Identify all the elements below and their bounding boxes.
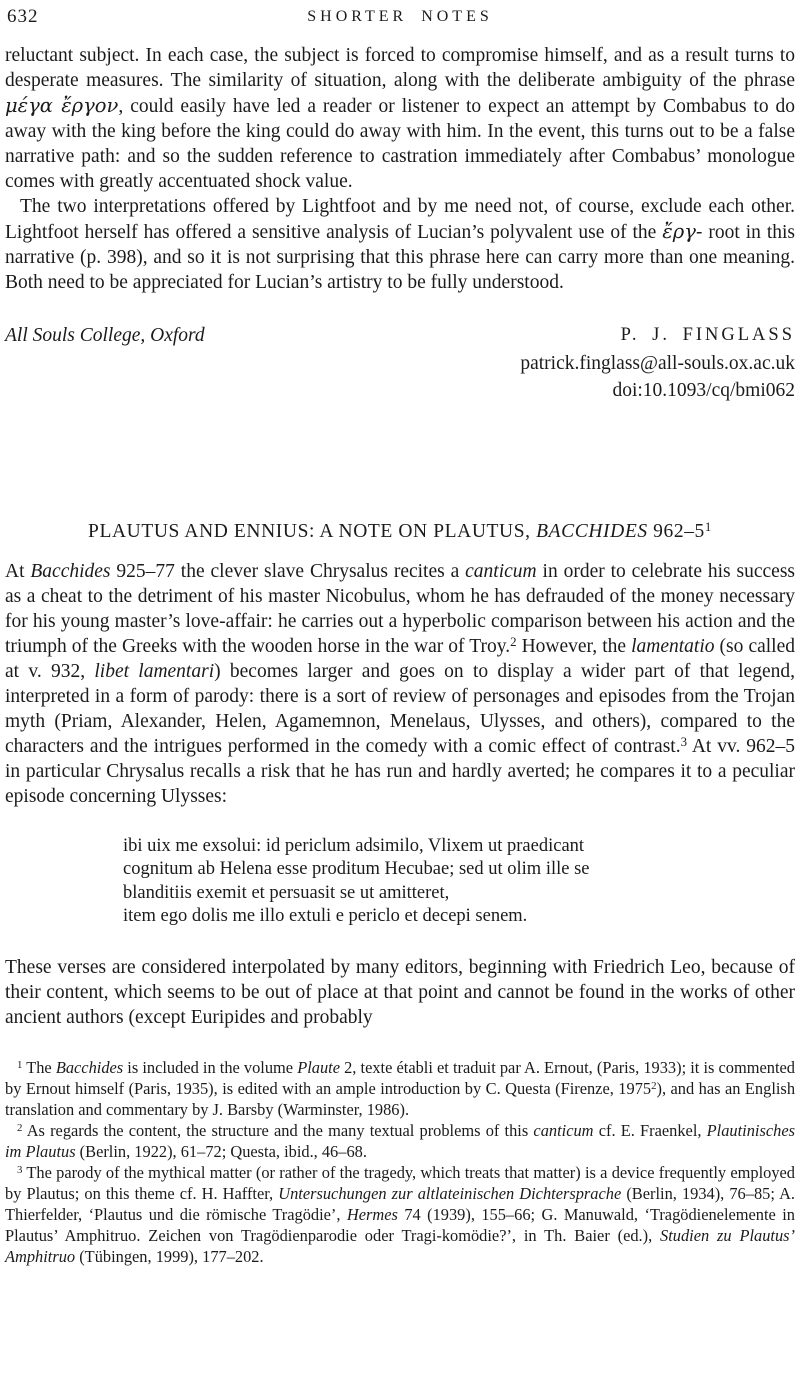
page-header (5, 6, 795, 30)
shorter-note-finglass (5, 43, 795, 405)
footnote: $^2$ As regards the content, the structure and the many textual problems of this canticum cf. E. Fraenkel, Plautinisches im Plautus (Berlin, 1922), 61–72; Questa, ibid., 46–68. (5, 1120, 795, 1161)
footnote: $^1$ The Bacchides is included in the volume Plaute 2, texte établi et traduit par A. Ernout, (Paris, 1933); it is commented by Ernout himself (Paris, 1935), is edited with an ample introduction by C. Questa (Firenze, 1975$^2$), and has an English translation and commentary by J. Barsby (Warminster, 1986). (5, 1057, 796, 1119)
article-paragraph: These verses are considered interpolated by many editors, beginning with Friedrich Leo, because of their content, which seems to be out of place at that point and cannot be found in the works of other ancient authors (except Euripides and probably (5, 956, 795, 1028)
article-doi: doi:10.1093/cq/bmi062 (612, 380, 795, 401)
verse-line: cognitum ab Helena esse proditum Hecubae; sed ut olim ille se (123, 859, 590, 879)
note-paragraph: reluctant subject. In each case, the subject is forced to compromise himself, and as a result turns to desperate measures. The similarity of situation, along with the deliberate ambiguity of the phrase μέγα ἔργον, could easily have led a reader or listener to expect an attempt by Combabus to do away with the king before the king could do away with him. In the event, this turns out to be a false narrative path: and so the sudden reference to castration immediately after Combabus’ monologue comes with greatly accentuated shock value. (5, 45, 795, 192)
shorter-note-plautus (5, 521, 795, 1030)
verse-line: ibi uix me exsolui: id periclum adsimilo, Vlixem ut praedicant (123, 835, 585, 856)
note-paragraph: The two interpretations offered by Lightfoot and by me need not, of course, exclude each other. Lightfoot herself has offered a sensitive analysis of Lucian’s polyvalent use of the ἔργ- root in this narrative (p. 398), and so it is not surprising that this phrase here can carry more than one meaning. Both need to be appreciated for Lucian’s artistry to be fully understood. (5, 196, 795, 293)
article-paragraph: At Bacchides 925–77 the clever slave Chrysalus recites a canticum in order to celebrate his success as a cheat to the detriment of his master Nicobulus, whom he has defrauded of the money necessary for his young master’s love-affair: he carries out a hyperbolic comparison between his action and the triumph of the Greeks with the wooden horse in the war of Troy.$^2$ However, the lamentatio (so called at v. 932, libet lamentari) becomes larger and goes on to display a wider part of that legend, interpreted in a form of parody: there is a sort of review of personages and episodes from the Trojan myth (Priam, Alexander, Helen, Agamemnon, Menelaus, Ulysses, and others), compared to the characters and the intrigues performed in the comedy with a comic effect of contrast.$^3$ At vv. 962–5 in particular Chrysalus recalls a risk that he has run and hardly averted; he compares it to a peculiar episode concerning Ulysses: (5, 560, 796, 807)
footnotes-section (5, 1057, 795, 1267)
article-title: PLAUTUS AND ENNIUS: A NOTE ON PLAUTUS, BACCHIDES $962-5^1$ (88, 519, 712, 542)
author-name: P. J. FINGLASS (620, 325, 795, 345)
verse-quote (123, 835, 795, 929)
author-email: patrick.finglass@all-souls.ox.ac.uk (520, 352, 795, 374)
page-number: 632 (7, 6, 39, 27)
signature-block (5, 322, 795, 405)
verse-line: item ego dolis me illo extuli e periclo et decepi senem. (123, 906, 528, 926)
footnote: $^3$ The parody of the mythical matter (or rather of the tragedy, which treats that matter) is a device frequently employed by Plautus; on this theme cf. H. Haffter, Untersuchungen zur altlateinischen Dichtersprache (Berlin, 1934), 76–85; A. Thierfelder, ‘Plautus und die römische Tragödie’, Hermes 74 (1939), 155–66; G. Manuwald, ‘Tragödienelemente in Plautus’ Amphitruo. Zeichen von Tragödienparodie oder Tragi-komödie?’, in Th. Baier (ed.), Studien zu Plautus’ Amphitruo (Tübingen, 1999), 177–202. (5, 1162, 796, 1266)
signature-right-column (520, 322, 795, 405)
author-affiliation: All Souls College, Oxford (5, 325, 205, 346)
verse-line: blanditiis exemit et persuasit se ut amitteret, (123, 882, 450, 903)
running-head: SHORTER NOTES (307, 8, 493, 25)
